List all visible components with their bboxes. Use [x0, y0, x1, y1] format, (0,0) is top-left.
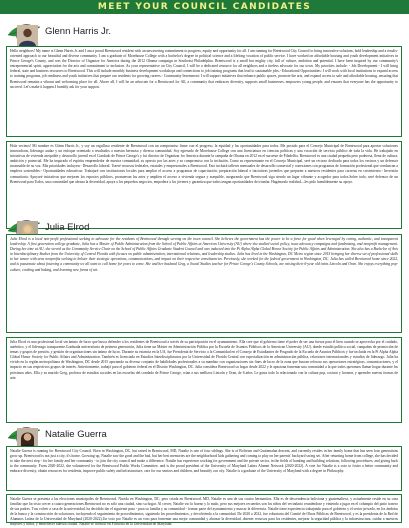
bio-english-glenn — [6, 46, 402, 137]
page-banner: MEET YOUR COUNCIL CANDIDATES — [0, 0, 409, 14]
candidate-name: Julia Elrod — [45, 222, 90, 233]
bio-text: Hola vecinos! Mi nombre es Glenn Harris Jr., y soy un orgulloso residente de Brentwood con un compromiso firme con el progreso, la equidad y las oportunidades para todos. Me postulo para el Concejo Municipal de Brentwood para aportar soluciones innovadoras, liderazgo audaz y un enfoque orientado a resultados a nuestra hermosa y diversa comunidad. Soy egresado de Morehouse College con una licenciatura en ciencias políticas y una vocación de servicio público de toda la vida. He trabajado en iniciativas de vivienda asequible y desarrollo juvenil en el Condado de Prince George's y fui director de Organizar for America durante la campaña de Obama en 2012 en el suroeste de Filadelfia. Brentwood es una ciudad pequeña pero poderosa, llena de cultura, ambición y potencial. Me ha inspirado el espíritu emprendedor de nuestra comunidad, su aprecio por las artes y su compromiso con la inclusión. Como su representante en el Concejo Municipal, seré un recurso dedicado para todos los vecinos y un defensor incansable de su voz. Mis prioridades incluyen:- Desarrollo laboral: Traeré recursos federales, estatales y empresariales a Brentwood. Esto incluirá talleres mensuales de desarrollo comercial y conexiones con programas de formación profesional que conduzcan a empleos sostenibles.- Oportunidades educativas: Trabajaré con instituciones locales para ampliar el acceso a programas de capacitación, preparación laboral e iniciativas juveniles que preparen a nuestros residentes para carreras en crecimiento.- Inversión comunitaria: Apoyaré iniciativas que mejoren los espacios públicos, promuevan las artes y amplíen el acceso a vivienda segura y asequible, asegurando que Brentwood siga siendo un lugar vibrante y acogedor para todos.Sobre todo, seré defensor de un Brentwood para Todos, una comunidad que abraza la diversidad, apoya a los pequeños negocios, empodera a los jóvenes y garantiza que todos tengan oportunidades de triunfar. Hagámoslo realidad—les pido humildemente su apoyo. — [10, 144, 398, 184]
bio-english-natalie — [6, 446, 402, 491]
bio-spanish-glenn — [6, 141, 402, 229]
bio-text: Julia Elrod es una profesional local sin ánimo de lucro que busca defender a los residentes de Brentwood a través de su participación en el ayuntamiento. Ella cree que el gobierno tiene el poder de ser una fuerza para el bien cuando se aprovecha por el cuidado, auténtico, y el liderazgo transparente.Graduada universitaria de primera generación, Julia tiene un Máster en Administración Pública por la Escuela de Asuntos Públicos de la American University (AU), donde estudió política social, campañas de promoción de temas y grupos de presión, y gestión de organizaciones sin ánimo de lucro. Durante su estancia en la UA, fue Presidenta de Servicio a la Comunidad en el Consejo de Estudiantes de Posgrado de la Escuela de Asuntos Públicos y fue incluida en la Pi Alpha Alpha Global Honor Society for Public Affairs and Administration. También es licenciada en Estudios Interdisciplinarios por la Universidad de Florida Central con especialización en administración pública, relaciones internacionales y estudios de liderazgo. Julia ha vivido en la región metropolitana de Washington, DC desde 2015 aportando su diverso conjunto de habilidades profesionales a su mandato con organizaciones sin fines de lucro de la zona que buscan reforzar sus operaciones estratégicas, comunicaciones, y el impacto en sus respectivos grupos de interés. Anteriormente, trabajó para el gobierno federal en el Distrito Washington, DC. Julia considera Brentwood su hogar desde 2022 y le apasiona fomentar una comunidad a la que todos queramos llamar hogar durante los próximos años. Ella y su marido Greg, profesor de estudios sociales en las escuelas del condado de Prince George, crían a sus mellizos Lincoln y Oran, de 6 años. Le gusta todo lo relacionado con la cultura pop, cocinar y hornear, y aprender nuevas formas de arte. — [10, 340, 398, 380]
bio-spanish-julia — [6, 337, 402, 423]
candidate-photo — [16, 24, 37, 45]
bio-text: Natalie Guerra is running for Brentwood City Council. Born in Washington, DC, but raised in Brentwood, MD, Natalie is one of four siblings. She is of Bolivian and Guatemalan descent, and currently resides in her family home that has seen four generations grow up. Brentwood is not just a city, it's home. Growing up, Natalie saw the good and the bad, but her best memories are the neighborhood kids gathering and coming to play on her parents' backyard swing set. After returning home from college, she has decided to take the next step - for her family and her community - to join the city council and make a difference. Natalie has experience working for government and the private sector, in the fields of banking and building solutions, following procedures, and giving back to the community. From 2020-2022, she volunteered for the Brentwood Public Works Committee, and is the proud president of the University of Maryland Latinx Alumni Network (2020-2022). A vote for Natalie is a vote to foster a better community and embrace diversity, obtain resources for residents, improve public safety and infrastructure, care for our seniors and children, and beautify our city. Natalie is a graduate of the University of Maryland with a degree in Philosophy. — [10, 449, 398, 474]
bio-spanish-natalie — [6, 494, 402, 527]
candidate-name: Natalie Guerra — [45, 429, 107, 440]
candidate-photo — [16, 427, 37, 448]
candidate-name: Glenn Harris Jr. — [45, 26, 111, 37]
bio-english-julia — [6, 234, 402, 333]
bio-text: Natalie Guerra se presenta a las elecciones municipales de Brentwood. Nacida en Washington, DC, pero criada en Brentwood, MD, Natalie es una de sus cuatro hermanitos. Ella es de descendencia boliviana y guatemalteca, y actualmente reside en su casa familiar que ha visto crecer a cuatro generaciones.Brentwood no es sólo una ciudad, sino su hogar. Al crecer, Natalie vio lo bueno y lo malo, pero sus mejores recuerdos son los niños del vecindario reuniéndose y viniendo a jugar en el columpio del patio trasero de sus padres. Tras volver a casa de la universidad, ha decidido dar el siguiente paso - para su familia y su comunidad - formar parte del ayuntamiento y marcar la diferencia. Natalie tiene experiencia trabajando para el gobierno y el sector privado, en los ámbitos de la banca y la construcción de soluciones, incluyendo el seguimiento de procedimientos, siguiendo los procedimientos, y devolviendo a la comunidad. De 2020 a 2022, fue voluntaria del Comité de Obras Públicas de Brentwood, y es la presidenta de la Red de Alumnos Latinx de la Universidad de Maryland (2020-2022).Un voto por Natalie es un voto para fomentar una mejor comunidad y abrazar la diversidad, obtener recursos para los residentes, mejorar la seguridad pública y la infraestructura, cuidar a nuestros mayores y niños, y embellecer nuestra ciudad. Natalie se licenció en Filosofía en la Universidad de Maryland. — [10, 497, 398, 527]
bio-text: Hello neighbors! My name is Glenn Harris Jr. and I am a proud Brentwood resident with an unwavering commitment to progress, equity and opportunity for all. I am running for Brentwood City Council to bring innovative solutions, bold leadership and a results-oriented approach to our beautiful and diverse community. I am a graduate of Morehouse College with a bachelor's degree in political science and a lifelong vocation of public service. I have worked on affordable housing and youth development initiatives in Prince George's County, and was the Director of Organize for America during the 2012 Obama campaign in Southeast Philadelphia. Brentwood is a small but mighty city, full of culture, ambition and potential. I have been inspired by our community's entrepreneurial spirit, appreciation for the arts and commitment to inclusion. As your representative on City Council, I will be a dedicated resource for all neighbors and a tireless advocate for our town. My priorities include: - Job Development - I will bring federal, state and business resources to Brentwood. This will include monthly business development workshops and connections to job training programs that lead to sustainable jobs.- Educational Opportunities: I will work with local institutions to expand access to training programs, job readiness and youth initiatives that prepare our residents for growing careers.- Community Investment: I will support initiatives that enhance public spaces, promote the arts, and expand access to safe and affordable housing, ensuring that Brentwood remains a vibrant and welcoming place for all. Above all, I will be an advocate for a Brentwood for All, a community that embraces diversity, supports small businesses, empowers young people, and ensures that everyone has the opportunity to succeed. Let's make it happen.I humbly ask for your support. — [10, 49, 398, 89]
bio-text: Julia Elrod is a local non-profit professional seeking to advocate for the residents of Brentwood through serving on the town council. She believes the government has the power to be a force for good when leveraged by caring, authentic, and transparent leadership. A first generation college graduate, Julia has a Master of Public Administration from the School of Public Affairs at American University (AU) where she studied social policy, issue advocacy campaigns and fundraising, and nonprofit management. During her time at AU, she served as the Community Service Chair on the School of Public Affairs Graduate Student Council and was inducted into the Pi Alpha Alpha Global Honor Society for Public Affairs and Administration. She also has a Bachelor of Arts in Interdisciplinary Studies from the University of Central Florida with focuses on public administration, international relations, and leadership studies. Julia has lived in the Washington, DC Metro region since 2015 bringing her diverse set of professional skills to her tenure with area nonprofits seeking to bolster their strategic operations, communications, and impact on their respective constituencies. Previously, she worked for the federal government in Washington, DC. Julia has called Brentwood home since 2022, and is passionate about fostering a community we all want to call home for years to come. She and her husband Greg, a Social Studies teacher for Prince George's County Schools, are raising their 6-year old twins Lincoln and Oran. She enjoys everything pop-culture, cooking and baking, and learning new forms of art. — [10, 237, 398, 272]
